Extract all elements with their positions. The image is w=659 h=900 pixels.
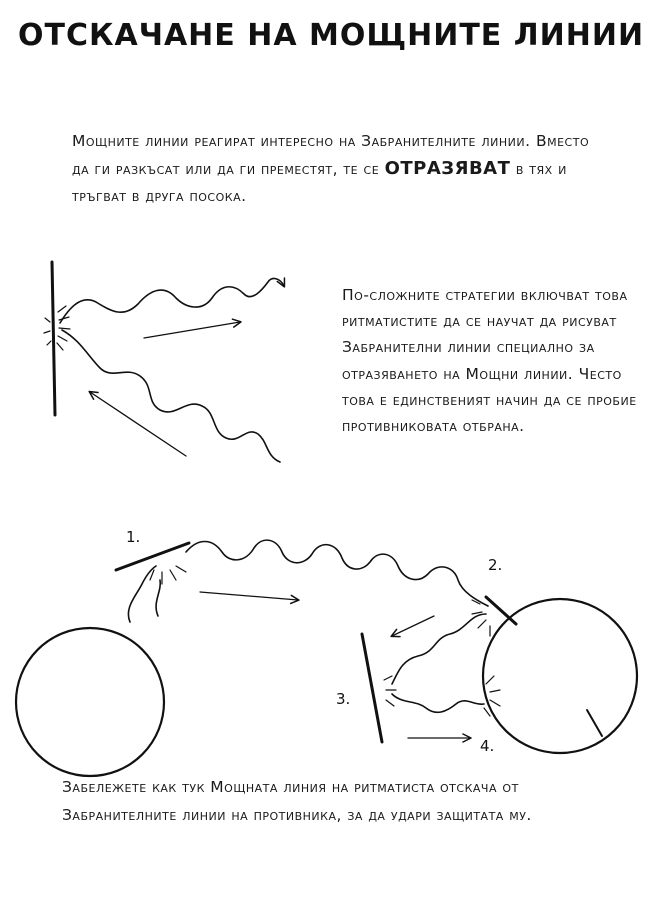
rithmatist-circle-left [16,628,164,776]
power-line-path-c [186,540,488,606]
arrow-direction-2 [392,616,434,636]
impact-burst-1 [150,566,186,584]
step-label-4: 4. [480,737,495,755]
power-line-incoming [62,330,280,462]
opponent-circle-right [483,599,637,753]
intro-text-after: в тях и тръгват в друга посока. [72,160,567,205]
power-line-path-b [156,580,160,616]
intro-emphasis: ОТРАЗЯВАТ [384,158,511,179]
power-line-reflected [60,279,284,323]
arrow-direction-1 [200,592,298,600]
power-line-path-d [392,614,486,684]
step-label-2: 2. [488,556,503,574]
forbidden-line-3 [362,634,382,742]
strategy-paragraph: По-сложните стратегии включват това ритматистите да се научат да рисуват Забранителни линии специално за отразяването на Мощни линии. Често това е единственият начин да се пробие противниковата отбрана. [342,286,637,436]
impact-burst [44,306,70,350]
forbidden-line-vertical [52,262,55,415]
arrow-direction-out [144,322,240,338]
caption-paragraph: Забележете как тук Мощната линия на ритматиста отскача от Забранителните линии на противника, за да удари защитата му. [62,778,532,824]
forbidden-line-1 [116,543,189,570]
step-label-3: 3. [336,690,351,708]
step-label-1: 1. [126,528,141,546]
page-title: ОТСКАЧАНЕ НА МОЩНИТЕ ЛИНИИ [18,18,645,53]
arrow-direction-in [90,392,186,456]
forbidden-line-2 [486,597,516,624]
intro-text-before: Мощните линии реагират интересно на Забранителните линии. Вместо да ги разкъсат или да ги преместят, те се [72,132,590,178]
defense-tick [587,710,602,736]
power-line-path-e [392,694,484,712]
